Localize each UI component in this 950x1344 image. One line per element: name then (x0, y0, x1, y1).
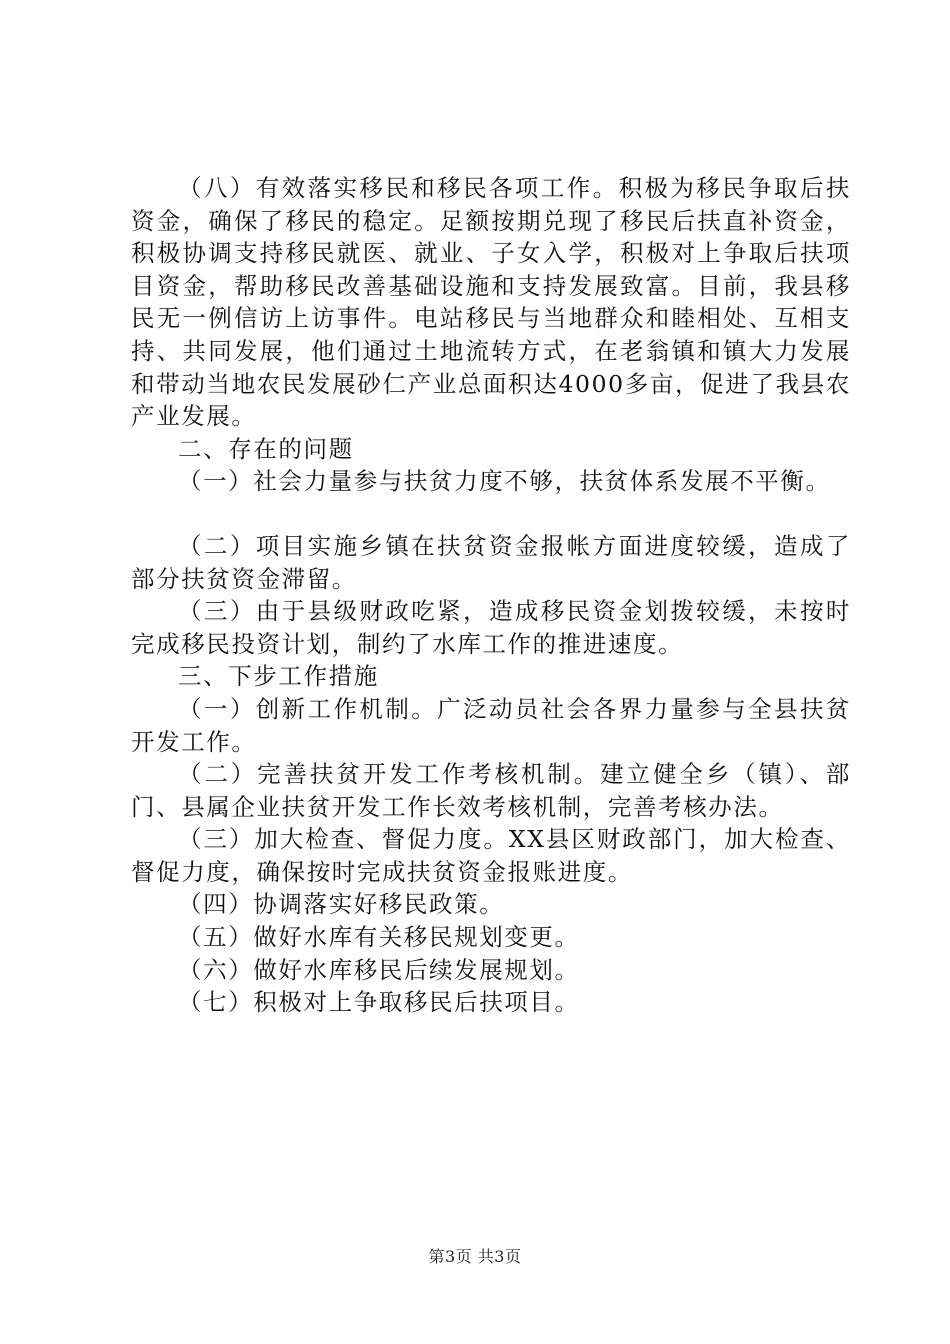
measure-item-3: （三）加大检查、督促力度。XX县区财政部门，加大检查、督促力度，确保按时完成扶贫资金报账进度。 (131, 825, 851, 886)
heading-existing-problems: 二、存在的问题 (178, 434, 354, 463)
problem-item-1: （一）社会力量参与扶贫力度不够，扶贫体系发展不平衡。 (178, 467, 831, 496)
document-body (131, 172, 851, 1019)
measure-item-4: （四）协调落实好移民政策。 (178, 890, 505, 919)
problem-item-3: （三）由于县级财政吃紧，造成移民资金划拨较缓，未按时完成移民投资计划，制约了水库工作的推进速度。 (131, 597, 851, 658)
paragraph-resettlement-work: （八）有效落实移民和移民各项工作。积极为移民争取后扶资金，确保了移民的稳定。足额按期兑现了移民后扶直补资金，积极协调支持移民就医、就业、子女入学，积极对上争取后扶项目资金，帮助移民改善基础设施和支持发展致富。目前，我县移民无一例信访上访事件。电站移民与当地群众和睦相处、互相支持、共同发展，他们通过土地流转方式，在老翁镇和镇大力发展和带动当地农民发展砂仁产业总面积达4000多亩，促进了我县农产业发展。 (131, 174, 851, 431)
measure-item-6: （六）做好水库移民后续发展规划。 (178, 955, 580, 984)
problem-item-2: （二）项目实施乡镇在扶贫资金报帐方面进度较缓，造成了部分扶贫资金滞留。 (131, 531, 851, 593)
measure-item-5: （五）做好水库有关移民规划变更。 (178, 923, 580, 952)
measure-item-2: （二）完善扶贫开发工作考核机制。建立健全乡（镇）、部门、县属企业扶贫开发工作长效考核机制，完善考核办法。 (131, 760, 851, 821)
measure-item-7: （七）积极对上争取移民后扶项目。 (178, 988, 580, 1017)
page-footer: 第3页 共3页 (428, 1247, 522, 1266)
heading-next-measures: 三、下步工作措施 (178, 662, 379, 691)
measure-item-1: （一）创新工作机制。广泛动员社会各界力量参与全县扶贫开发工作。 (131, 694, 851, 756)
